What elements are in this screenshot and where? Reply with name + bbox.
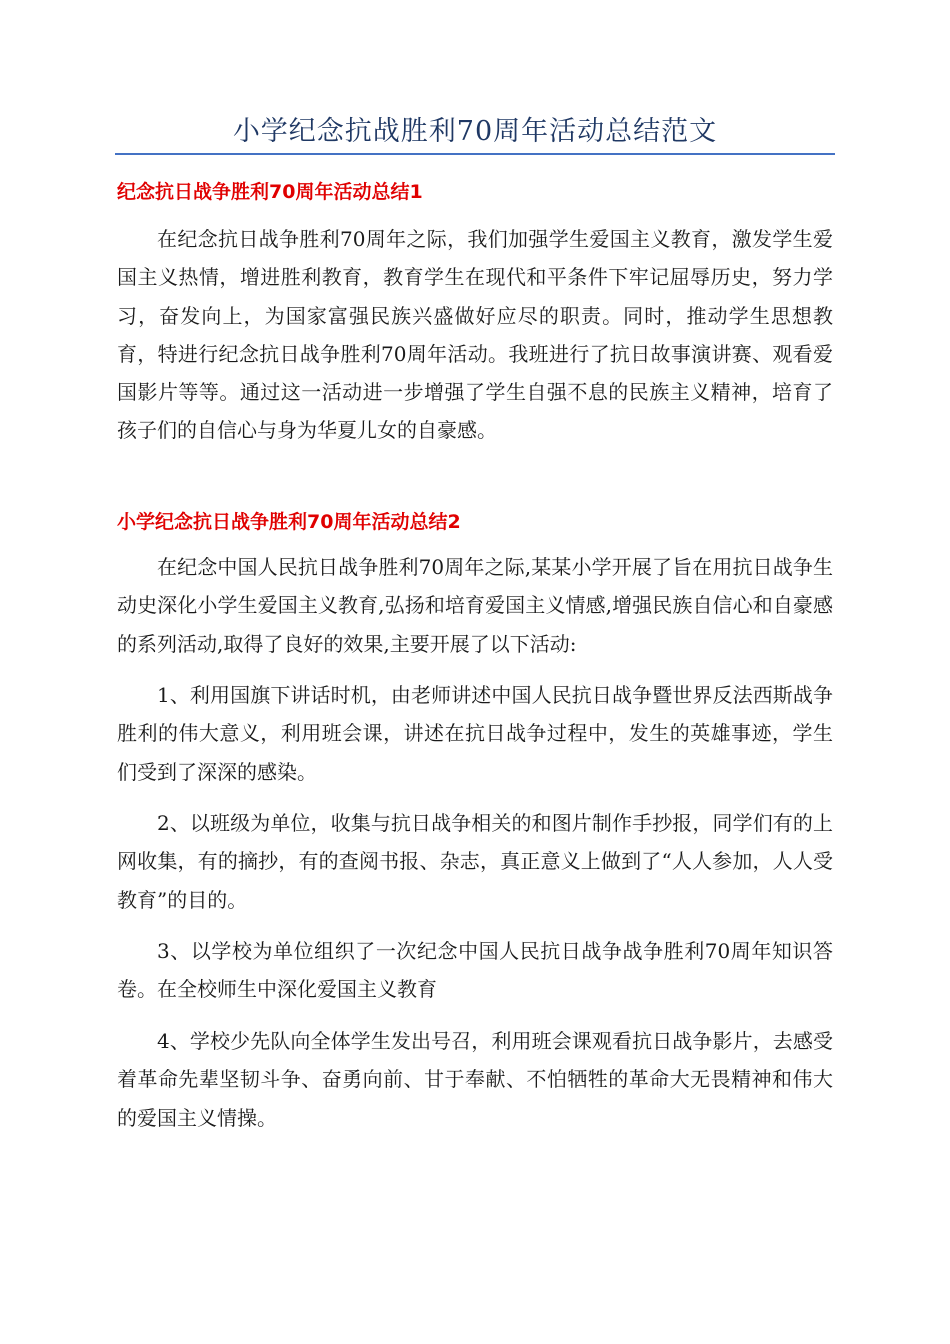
section-2-paragraph-1: 在纪念中国人民抗日战争胜利70周年之际,某某小学开展了旨在用抗日战争生动史深化小学生爱国主义教育,弘扬和培育爱国主义情感,增强民族自信心和自豪感的系列活动,取得了良好的效果,主要开展了以下活动:: [117, 555, 833, 656]
activity-item-1: 1、利用国旗下讲话时机，由老师讲述中国人民抗日战争暨世界反法西斯战争胜利的伟大意义，利用班会课，讲述在抗日战争过程中，发生的英雄事迹，学生们受到了深深的感染。: [117, 683, 833, 784]
activity-item-3: 3、以学校为单位组织了一次纪念中国人民抗日战争战争胜利70周年知识答卷。在全校师生中深化爱国主义教育: [117, 939, 833, 1002]
section-1-heading: 纪念抗日战争胜利70周年活动总结1: [117, 181, 423, 203]
section-2-heading: 小学纪念抗日战争胜利70周年活动总结2: [117, 511, 461, 533]
title-underline: [115, 153, 835, 155]
section-1-paragraph-1: 在纪念抗日战争胜利70周年之际，我们加强学生爱国主义教育，激发学生爱国主义热情，增进胜利教育，教育学生在现代和平条件下牢记屈辱历史，努力学习，奋发向上，为国家富强民族兴盛做好应尽的职责。同时，推动学生思想教育，特进行纪念抗日战争胜利70周年活动。我班进行了抗日故事演讲赛、观看爱国影片等等。通过这一活动进一步增强了学生自强不息的民族主义精神，培育了孩子们的自信心与身为华夏儿女的自豪感。: [117, 227, 833, 443]
activity-item-4: 4、学校少先队向全体学生发出号召，利用班会课观看抗日战争影片，去感受着革命先辈坚韧斗争、奋勇向前、甘于奉献、不怕牺牲的革命大无畏精神和伟大的爱国主义情操。: [117, 1029, 833, 1130]
activity-item-2: 2、以班级为单位，收集与抗日战争相关的和图片制作手抄报，同学们有的上网收集，有的摘抄，有的查阅书报、杂志，真正意义上做到了“人人参加，人人受教育”的目的。: [117, 811, 833, 912]
document-title: 小学纪念抗战胜利70周年活动总结范文: [232, 116, 718, 147]
